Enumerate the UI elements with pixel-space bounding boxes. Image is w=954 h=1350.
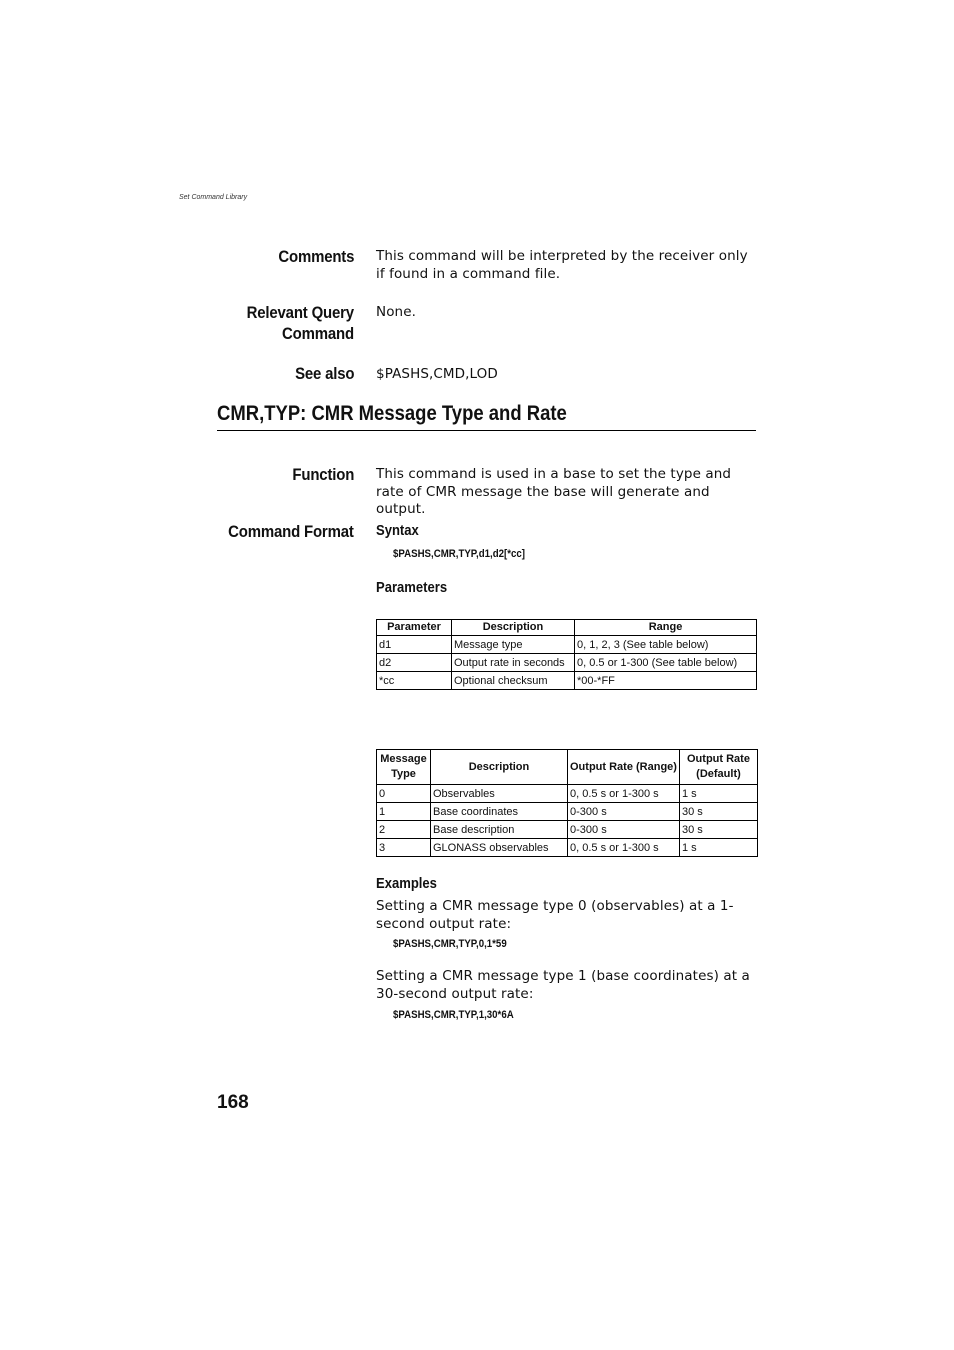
table-row bbox=[377, 821, 758, 839]
table-cell: *00-*FF bbox=[575, 672, 757, 690]
header-line: Message bbox=[380, 753, 427, 765]
table-cell: Base coordinates bbox=[431, 803, 568, 821]
table-cell: 0-300 s bbox=[568, 821, 680, 839]
table-cell: Base description bbox=[431, 821, 568, 839]
relevant-query-text: None. bbox=[376, 304, 417, 320]
table-cell: 30 s bbox=[679, 821, 757, 839]
table-header-cell: Output Rate (Range) bbox=[568, 750, 680, 785]
table-cell: 0, 0.5 or 1-300 (See table below) bbox=[575, 654, 757, 672]
see-also-label: See also bbox=[294, 364, 354, 383]
table-cell: *cc bbox=[377, 672, 452, 690]
table-cell: 0-300 s bbox=[568, 803, 680, 821]
table-cell: 0, 1, 2, 3 (See table below) bbox=[575, 636, 757, 654]
header-line: Type bbox=[391, 768, 416, 780]
table-cell: GLONASS observables bbox=[431, 839, 568, 857]
relevant-query-label-line1: Relevant Query bbox=[246, 303, 354, 322]
table-header-cell: Parameter bbox=[377, 620, 452, 636]
header-line: Output Rate bbox=[687, 753, 750, 765]
table-header-cell bbox=[679, 750, 757, 785]
table-header-row bbox=[377, 750, 758, 785]
table-cell: Optional checksum bbox=[452, 672, 575, 690]
message-type-table bbox=[376, 749, 758, 857]
section-title: CMR,TYP: CMR Message Type and Rate bbox=[217, 402, 567, 425]
table-cell: 1 bbox=[377, 803, 431, 821]
relevant-query-label bbox=[247, 302, 354, 344]
comments-label: Comments bbox=[278, 247, 354, 266]
parameters-heading: Parameters bbox=[376, 580, 448, 596]
table-cell: d2 bbox=[377, 654, 452, 672]
table-row bbox=[377, 672, 757, 690]
comments-text: This command will be interpreted by the receiver only if found in a command file. bbox=[376, 248, 748, 282]
table-cell: 2 bbox=[377, 821, 431, 839]
table-row bbox=[377, 803, 758, 821]
see-also-text: $PASHS,CMD,LOD bbox=[376, 366, 498, 382]
table-cell: d1 bbox=[377, 636, 452, 654]
examples-heading: Examples bbox=[376, 876, 437, 892]
example-2-text: Setting a CMR message type 1 (base coordinates) at a 30-second output rate: bbox=[376, 968, 750, 1002]
function-text: This command is used in a base to set the type and rate of CMR message the base will generate and output. bbox=[376, 466, 732, 517]
table-header-cell: Range bbox=[575, 620, 757, 636]
page-number: 168 bbox=[217, 1092, 249, 1113]
relevant-query-label-line2: Command bbox=[282, 324, 354, 343]
parameters-table bbox=[376, 619, 757, 690]
example-1-code: $PASHS,CMR,TYP,0,1*59 bbox=[393, 938, 507, 950]
table-cell: Observables bbox=[431, 785, 568, 803]
example-2-code: $PASHS,CMR,TYP,1,30*6A bbox=[393, 1009, 514, 1021]
table-cell: Message type bbox=[452, 636, 575, 654]
table-header-cell: Description bbox=[431, 750, 568, 785]
table-cell: Output rate in seconds bbox=[452, 654, 575, 672]
table-cell: 30 s bbox=[679, 803, 757, 821]
running-head: Set Command Library bbox=[179, 194, 248, 201]
table-header-row bbox=[377, 620, 757, 636]
table-cell: 0 bbox=[377, 785, 431, 803]
table-cell: 0, 0.5 s or 1-300 s bbox=[568, 785, 680, 803]
table-cell: 0, 0.5 s or 1-300 s bbox=[568, 839, 680, 857]
table-header-cell bbox=[377, 750, 431, 785]
table-header-cell: Description bbox=[452, 620, 575, 636]
table-row bbox=[377, 654, 757, 672]
example-1-text: Setting a CMR message type 0 (observables) at a 1-second output rate: bbox=[376, 898, 734, 932]
syntax-heading: Syntax bbox=[376, 523, 419, 539]
table-cell: 1 s bbox=[679, 785, 757, 803]
section-rule bbox=[217, 430, 756, 431]
function-label: Function bbox=[292, 465, 354, 484]
header-line: (Default) bbox=[696, 768, 741, 780]
table-row bbox=[377, 839, 758, 857]
table-cell: 1 s bbox=[679, 839, 757, 857]
table-row bbox=[377, 636, 757, 654]
command-format-label: Command Format bbox=[228, 522, 354, 541]
table-row bbox=[377, 785, 758, 803]
syntax-code: $PASHS,CMR,TYP,d1,d2[*cc] bbox=[393, 548, 525, 560]
table-cell: 3 bbox=[377, 839, 431, 857]
